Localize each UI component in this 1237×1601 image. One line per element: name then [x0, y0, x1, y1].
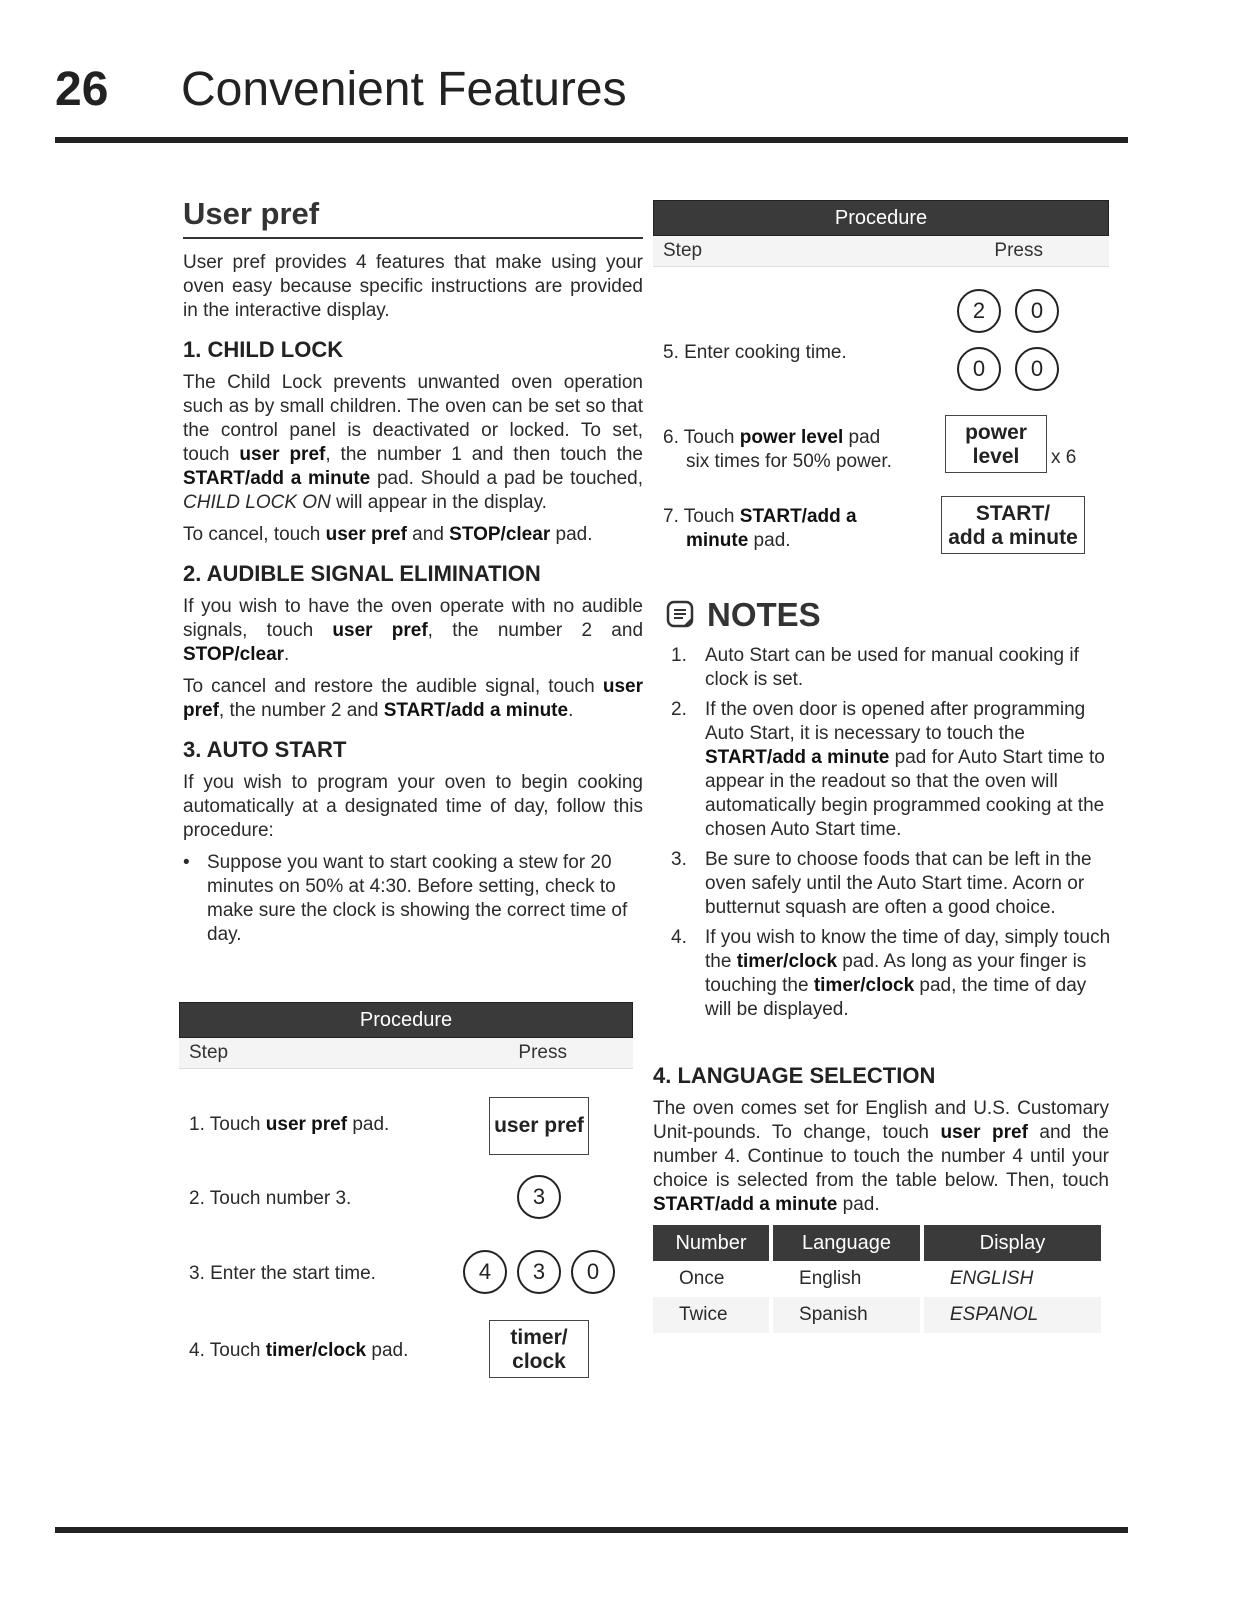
procedure-left	[179, 1002, 633, 1399]
procedure-bar: Procedure	[653, 200, 1109, 236]
bullet-text: Suppose you want to start cooking a stew for 20 minutes on 50% at 4:30. Before setting, check to make sure the clock is showing the correct time of day.	[207, 852, 628, 945]
number-0-key[interactable]: 0	[571, 1250, 615, 1294]
child-lock-heading: 1. CHILD LOCK	[183, 337, 344, 362]
start-add-minute-pad[interactable]	[941, 496, 1085, 554]
table-cell: ENGLISH	[949, 1268, 1034, 1289]
notes-title-text: NOTES	[707, 596, 821, 633]
table-row	[653, 1297, 1101, 1333]
procedure-right	[653, 200, 1109, 587]
step-label: Step	[189, 1042, 229, 1063]
column-header: Number	[653, 1225, 769, 1261]
times-six: x 6	[1051, 447, 1077, 468]
pad-line: clock	[512, 1350, 566, 1373]
auto-start-paragraph: If you wish to program your oven to begin cooking automatically at a designated time of day, follow this procedure:	[183, 772, 643, 841]
auto-start-bullet	[183, 851, 643, 947]
audible-cancel: To cancel and restore the audible signal, touch user pref, the number 2 and START/add a minute.	[183, 676, 643, 721]
power-level-pad[interactable]	[945, 415, 1047, 473]
language-table	[649, 1225, 1105, 1333]
pad-line: level	[972, 445, 1020, 468]
pad-line: timer/	[510, 1326, 568, 1349]
timer-clock-pad[interactable]	[489, 1320, 589, 1378]
table-cell: Once	[679, 1268, 725, 1289]
language-heading: 4. LANGUAGE SELECTION	[653, 1063, 936, 1088]
table-cell: Twice	[653, 1297, 769, 1333]
notes-list	[665, 644, 1117, 1022]
step-label: Step	[663, 240, 703, 261]
note-item: 3. Be sure to choose foods that can be left in the oven safely until the Auto Start time. Acorn or butternut squash are often a good choice.	[671, 849, 1092, 918]
page-number: 26	[55, 63, 109, 116]
pad-line: add a minute	[948, 526, 1078, 549]
table-row	[653, 1261, 1101, 1297]
auto-start-heading: 3. AUTO START	[183, 737, 347, 762]
note-item: 1. Auto Start can be used for manual cooking if clock is set.	[671, 645, 1079, 690]
step-4-text: 4. Touch timer/clock pad.	[189, 1340, 409, 1361]
number-3-key[interactable]: 3	[517, 1175, 561, 1219]
procedure-header	[179, 1038, 633, 1069]
user-pref-pad[interactable]: user pref	[489, 1097, 589, 1155]
step-5-text: 5. Enter cooking time.	[663, 342, 847, 363]
number-2-key[interactable]: 2	[957, 289, 1001, 333]
table-cell: Spanish	[773, 1297, 920, 1333]
number-4-key[interactable]: 4	[463, 1250, 507, 1294]
child-lock-paragraph: The Child Lock prevents unwanted oven operation such as by small children. The oven can be set so that the control panel is deactivated or locked. To set, touch user pref, the number 1 and then touch the START/add a minute pad. Should a pad be touched, CHILD LOCK ON will appear in the display.	[183, 372, 643, 513]
procedure-bar: Procedure	[179, 1002, 633, 1038]
step-1-text: 1. Touch user pref pad.	[189, 1114, 390, 1135]
procedure-header	[653, 236, 1109, 267]
language-paragraph: The oven comes set for English and U.S. Customary Unit-pounds. To change, touch user pref and the number 4. Continue to touch the number 4 until your choice is selected from the table below. Then, touch START/add a minute pad.	[653, 1098, 1109, 1215]
notes-title	[665, 596, 1117, 634]
column-header: Language	[773, 1225, 920, 1261]
left-column	[183, 196, 644, 1373]
number-3-key[interactable]: 3	[517, 1250, 561, 1294]
note-icon	[665, 599, 697, 631]
table-cell: English	[799, 1268, 862, 1289]
step-3-text: 3. Enter the start time.	[189, 1263, 376, 1284]
note-item: 4. If you wish to know the time of day, simply touch the timer/clock pad. As long as your finger is touching the timer/clock pad, the time of day will be displayed.	[671, 927, 1111, 1020]
press-label: Press	[518, 1042, 567, 1063]
audible-heading: 2. AUDIBLE SIGNAL ELIMINATION	[183, 561, 541, 586]
page-title: Convenient Features	[181, 63, 627, 116]
child-lock-cancel: To cancel, touch user pref and STOP/clear pad.	[183, 524, 593, 545]
intro-paragraph: User pref provides 4 features that make using your oven easy because specific instructions are provided in the interactive display.	[183, 252, 643, 321]
footer-rule	[55, 1527, 1128, 1533]
procedure-steps	[653, 267, 1109, 587]
number-0-key[interactable]: 0	[1015, 289, 1059, 333]
note-item: 2. If the oven door is opened after programming Auto Start, it is necessary to touch the START/add a minute pad for Auto Start time to appear in the readout so that the oven will automatically begin programmed cooking at the chosen Auto Start time.	[671, 699, 1105, 840]
notes-section	[665, 596, 1117, 1028]
procedure-steps	[179, 1069, 633, 1399]
section-title: User pref	[183, 196, 643, 239]
pad-line: power	[965, 421, 1027, 444]
step-2-text: 2. Touch number 3.	[189, 1188, 352, 1209]
language-section	[653, 1063, 1109, 1333]
pad-line: START/	[975, 502, 1051, 525]
step-7-text: 7. Touch START/add a minute pad.	[663, 506, 857, 551]
number-0-key[interactable]: 0	[957, 347, 1001, 391]
bullet-dot: •	[183, 852, 190, 873]
column-header: Display	[924, 1225, 1101, 1261]
press-label: Press	[994, 240, 1043, 261]
table-cell: ESPANOL	[924, 1297, 1101, 1333]
table-header-row	[653, 1225, 1101, 1261]
audible-paragraph: If you wish to have the oven operate with no audible signals, touch user pref, the number 2 and STOP/clear.	[183, 596, 644, 665]
header-rule	[55, 137, 1128, 143]
number-0-key[interactable]: 0	[1015, 347, 1059, 391]
step-6-text: 6. Touch power level pad six times for 50% power.	[663, 427, 892, 472]
